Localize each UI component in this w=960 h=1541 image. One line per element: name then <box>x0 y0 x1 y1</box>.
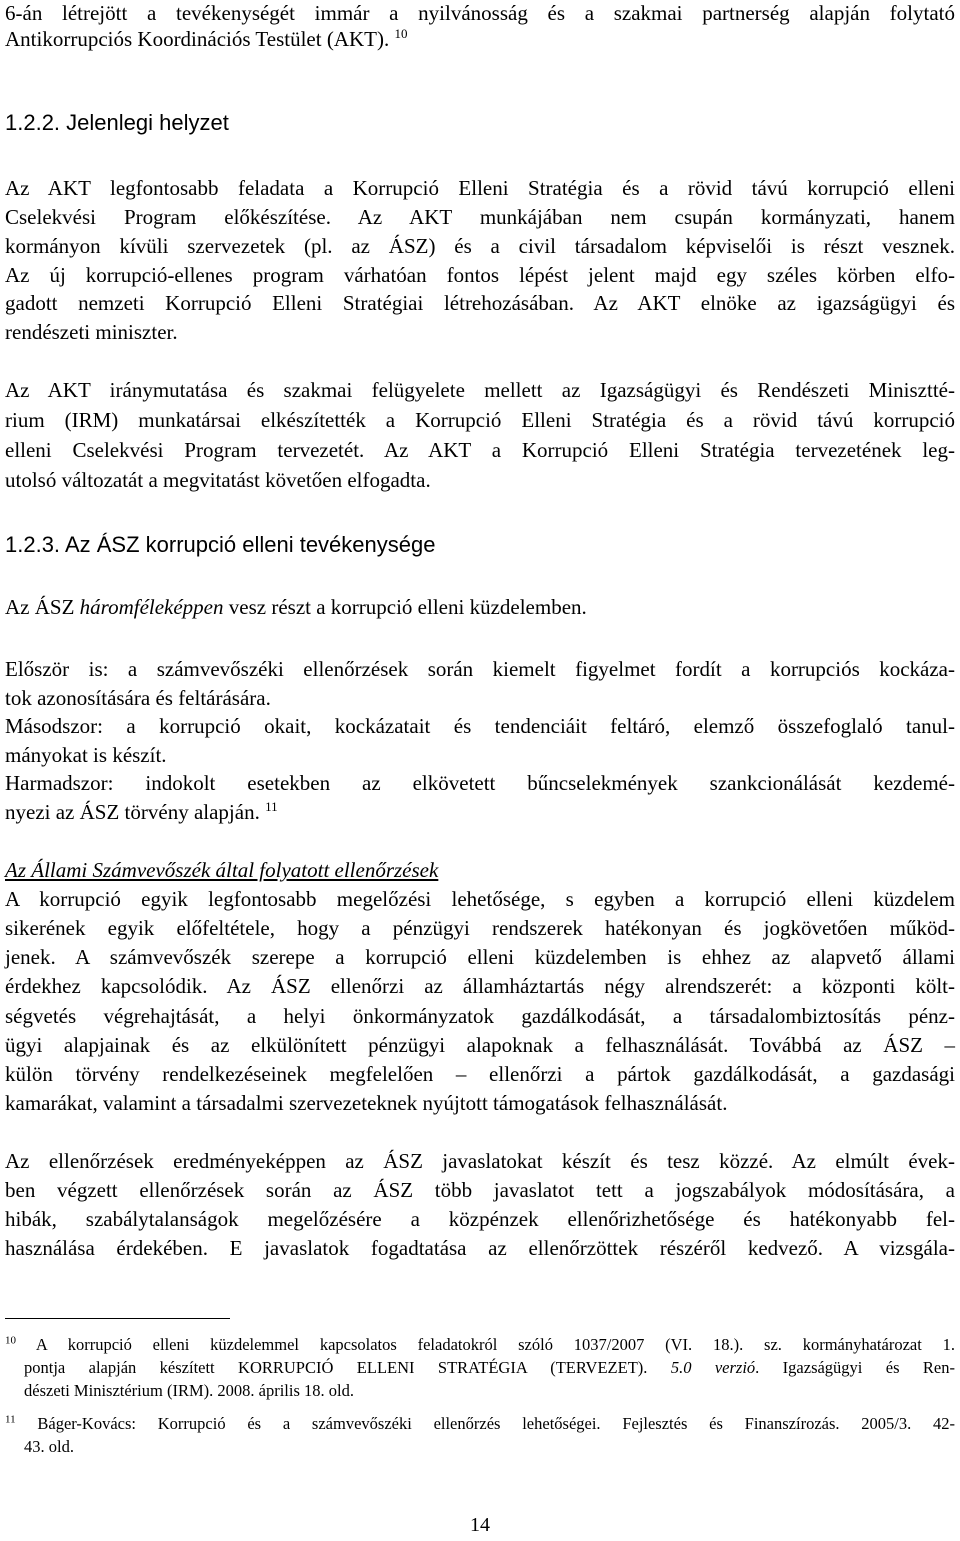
footnote-11-number: 11 <box>5 1413 16 1426</box>
p2-line-4: utolsó változatát a megvitatást követően elfogadta. <box>5 468 431 492</box>
intro-emphasis: háromféleképpen <box>79 595 224 619</box>
footnote-10-number: 10 <box>5 1334 16 1347</box>
footnote-11-line-1 <box>5 1412 955 1435</box>
p3-line-6: ügyi alapjainak és az elkülönített pénzügyi alapoknak a felhasználását. Továbbá az ÁSZ – <box>5 1033 955 1057</box>
p2-line-3: elleni Cselekvési Program tervezetét. Az AKT a Korrupció Elleni Stratégia tervezetének leg- <box>5 438 955 462</box>
first-line-2: tok azonosítására és feltárására. <box>5 686 271 710</box>
p2-line-2: rium (IRM) munkatársai elkészítették a Korrupció Elleni Stratégia és a rövid távú korrupció <box>5 408 955 432</box>
p3-line-4: érdekhez kapcsolódik. Az ÁSZ ellenőrzi az államháztartás négy alrendszerét: a központi költ- <box>5 974 955 998</box>
section-123-intro <box>5 594 955 620</box>
first-line-1: Először is: a számvevőszéki ellenőrzések során kiemelt figyelmet fordít a korrupciós kockáza- <box>5 657 955 681</box>
footnote-10-version: 5.0 verzió <box>670 1358 756 1377</box>
p3-line-3: jenek. A számvevőszék szerepe a korrupció elleni küzdelemben is ehhez az alapvető állami <box>5 945 955 969</box>
p1-line-3: kormányon kívüli szervezetek (pl. az ÁSZ) és a civil társadalom képviselői is részt vesznek. <box>5 234 955 258</box>
p1-line-2: Cselekvési Program előkészítése. Az AKT munkájában nem csupán kormányzati, hanem <box>5 205 955 229</box>
footnote-10-line-2 <box>24 1356 955 1379</box>
p1-line-1: Az AKT legfontosabb feladata a Korrupció Elleni Stratégia és a rövid távú korrupció elleni <box>5 176 955 200</box>
p3-line-7: külön törvény rendelkezéseinek megfelelően – ellenőrzi a pártok gazdálkodását, a gazdasági <box>5 1062 955 1086</box>
footnote-10-line-3: dészeti Minisztérium (IRM). 2008. április 18. old. <box>24 1381 354 1400</box>
intro-text-before: Az ÁSZ <box>5 595 80 619</box>
intro-line-1: 6-án létrejött a tevékenységét immár a nyilvánosság és a szakmai partnerség alapján folytató <box>5 1 955 25</box>
p3-line-5: ségvetés végrehajtását, a helyi önkormányzatok gazdálkodását, a társadalombiztosítás pénz- <box>5 1004 955 1028</box>
footnote-10-line-1 <box>5 1333 955 1356</box>
p3-line-8: kamarákat, valamint a társadalmi szervezeteknek nyújtott támogatások felhasználását. <box>5 1091 728 1115</box>
footnote-10-text-2a: pontja alapján készített KORRUPCIÓ ELLENI STRATÉGIA (TERVEZET). <box>24 1358 671 1377</box>
footnote-10-text-1: A korrupció elleni küzdelemmel kapcsolatos feladatokról szóló 1037/2007 (VI. 18.). sz. kormányhatározat 1. <box>35 1335 956 1354</box>
intro-text-after: vesz részt a korrupció elleni küzdelemben. <box>223 595 587 619</box>
footnote-11-text-1: Báger-Kovács: Korrupció és a számvevőszéki ellenőrzés lehetőségei. Fejlesztés és Finanszírozás. 2005/3. 42- <box>37 1414 955 1433</box>
third-line-2 <box>5 799 955 825</box>
p4-line-2: ben végzett ellenőrzések során az ÁSZ több javaslatot tett a jogszabályok módosítására, a <box>5 1178 955 1202</box>
footnote-10-text-2b: . Igazságügyi és Ren- <box>755 1358 956 1377</box>
intro-line-2 <box>5 26 955 52</box>
third-line-1: Harmadszor: indokolt esetekben az elkövetett bűncselekmények szankcionálását kezdemé- <box>5 771 955 795</box>
p4-line-3: hibák, szabálytalanságok megelőzésére a közpénzek ellenőrizhetősége és hatékonyabb fel- <box>5 1207 955 1231</box>
p1-line-5: gadott nemzeti Korrupció Elleni Stratégiai létrehozásában. Az AKT elnöke az igazságügyi és <box>5 291 955 315</box>
section-heading-123: 1.2.3. Az ÁSZ korrupció elleni tevékenysége <box>5 532 436 557</box>
footnote-ref-11[interactable]: 11 <box>265 799 278 814</box>
third-line-2-text: nyezi az ÁSZ törvény alapján. <box>5 800 260 824</box>
page-number: 14 <box>470 1514 490 1536</box>
p1-line-4: Az új korrupció-ellenes program várhatóan fontos lépést jelent majd egy széles körben elfo- <box>5 263 955 287</box>
p3-line-2: sikerének egyik előfeltétele, hogy a pénzügyi rendszerek hatékonyan és jogkövetően működ- <box>5 916 955 940</box>
p4-line-4: használása érdekében. E javaslatok fogadtatása az ellenőrzöttek részéről kedvező. A vizsgála- <box>5 1236 955 1260</box>
p4-line-1: Az ellenőrzések eredményeképpen az ÁSZ javaslatokat készít és tesz közzé. Az elmúlt évek- <box>5 1149 955 1173</box>
second-line-2: mányokat is készít. <box>5 743 167 767</box>
section-heading-122: 1.2.2. Jelenlegi helyzet <box>5 110 229 135</box>
footnote-ref-10[interactable]: 10 <box>394 26 408 41</box>
subheading-ellenorzesek: Az Állami Számvevőszék által folyatott ellenőrzések <box>5 858 439 882</box>
p3-line-1: A korrupció egyik legfontosabb megelőzési lehetősége, s egyben a korrupció elleni küzdelem <box>5 887 955 911</box>
second-line-1: Másodszor: a korrupció okait, kockázatait és tendenciáit feltáró, elemző összefoglaló tanul- <box>5 714 955 738</box>
p1-line-6: rendészeti miniszter. <box>5 320 178 344</box>
intro-line-2-text: Antikorrupciós Koordinációs Testület (AKT). <box>5 27 390 51</box>
footnote-separator <box>5 1318 230 1319</box>
footnote-11-line-2: 43. old. <box>24 1437 74 1456</box>
p2-line-1: Az AKT iránymutatása és szakmai felügyelete mellett az Igazságügyi és Rendészeti Minisztté- <box>5 378 955 402</box>
